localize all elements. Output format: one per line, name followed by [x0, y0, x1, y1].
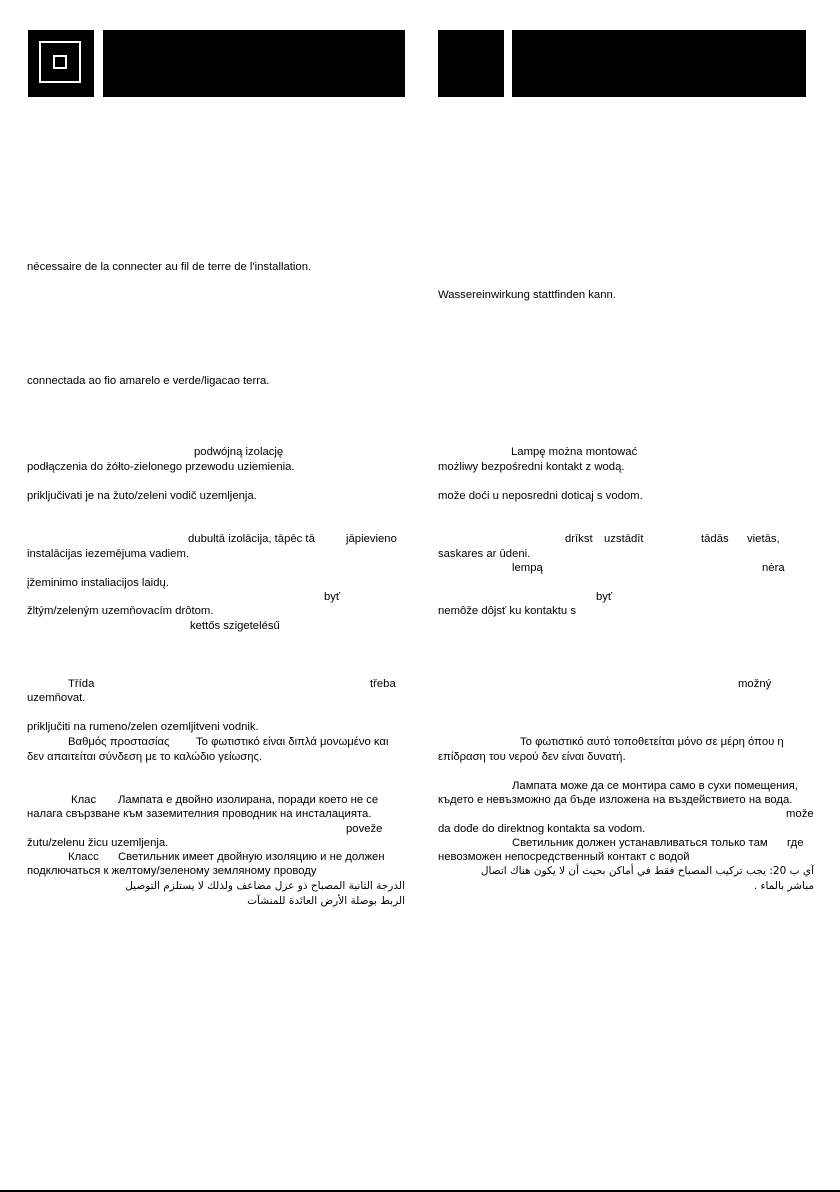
- right-header-bar: [512, 30, 806, 97]
- text-cs-r1: možný: [738, 678, 772, 690]
- text-ar-r2: مباشر بالماء .: [753, 880, 814, 892]
- text-de-1: Wassereinwirkung stattfinden kann.: [438, 289, 616, 301]
- text-lt-r1b: nėra: [762, 562, 785, 574]
- text-sk-1: byť: [324, 591, 341, 603]
- text-el-r1: Το φωτιστικό αυτό τοποθετείται μόνο σε μέρη όπου η: [520, 736, 784, 748]
- text-cs-1b: třeba: [370, 678, 396, 690]
- text-bg-r1: Лампата може да се монтира само в сухи помещения,: [512, 780, 798, 792]
- text-ru-1b: Светильник имеет двойную изоляцию и не должен: [118, 851, 385, 863]
- text-lv-2: instalācijas iezemējuma vadiem.: [27, 548, 189, 560]
- text-ru-r1a: Светильник должен устанавливаться только там: [512, 837, 768, 849]
- text-lv-r1d: vietās,: [747, 533, 780, 545]
- left-header-bar: [103, 30, 405, 97]
- double-square-icon: [39, 41, 81, 83]
- text-sk-r2: nemôže dôjsť ku kontaktu s: [438, 605, 576, 617]
- text-pl-r1: Lampę można montować: [511, 446, 638, 458]
- text-lt-r1a: lempą: [512, 562, 543, 574]
- class-ii-symbol-box: [28, 30, 94, 97]
- text-hu-1: kettős szigetelésű: [190, 620, 280, 632]
- text-hr-1: priključivati je na žuto/zeleni vodič uzemljenja.: [27, 490, 257, 502]
- text-lv-r1c: tādās: [701, 533, 729, 545]
- text-lv-1a: dubultā izolācija, tāpēc tā: [188, 533, 315, 545]
- text-sr-1: poveže: [346, 823, 383, 835]
- text-bg-r2: където е невъзможно да бъде изложена на въздействието на вода.: [438, 794, 793, 806]
- text-cs-2: uzemňovat.: [27, 692, 86, 704]
- text-bg-1a: Клас: [71, 794, 97, 806]
- text-sr-r1: može: [786, 808, 814, 820]
- right-symbol-box: [438, 30, 504, 97]
- text-el-2: δεν απαιτείται σύνδεση με το καλώδιο γείωσης.: [27, 751, 263, 763]
- text-pt-1: connectada ao fio amarelo e verde/ligacao terra.: [27, 375, 270, 387]
- text-pl-r2: możliwy bezpośredni kontakt z wodą.: [438, 461, 625, 473]
- text-hr-r1: može doći u neposredni doticaj s vodom.: [438, 490, 643, 502]
- text-ru-2: подключаться к желтому/зеленому земляному проводу: [27, 865, 317, 877]
- text-pl-2: podłączenia do żółto-zielonego przewodu uziemienia.: [27, 461, 295, 473]
- text-ar-1: الدرجة الثانية المصباح ذو عزل مضاعف ولذلك لا يستلزم التوصيل: [125, 880, 405, 892]
- text-sr-2: žutu/zelenu žicu uzemljenja.: [27, 837, 169, 849]
- text-sl-1: priključiti na rumeno/zelen ozemljitveni vodnik.: [27, 721, 259, 733]
- text-lv-r1b: uzstādīt: [604, 533, 644, 545]
- text-lt-1: įžeminimo instaliacijos laidų.: [27, 577, 169, 589]
- text-cs-1a: Třída: [68, 678, 95, 690]
- text-ar-r1: آي ب 20: يجب تركيب المصباح فقط في أماكن بحيث أن لا يكون هناك اتصال: [480, 865, 814, 877]
- text-sk-r1: byť: [596, 591, 613, 603]
- text-lv-1b: jāpievieno: [346, 533, 397, 545]
- text-ar-2: الربط بوصلة الأرض العائدة للمنشآت: [247, 895, 405, 907]
- text-ru-1a: Класс: [68, 851, 99, 863]
- text-el-1b: Το φωτιστικό είναι διπλά μονωμένο και: [196, 736, 389, 748]
- text-pl-1: podwójną izolację: [194, 446, 284, 458]
- text-sr-r2: da dođe do direktnog kontakta sa vodom.: [438, 823, 646, 835]
- text-fr-1: nécessaire de la connecter au fil de terre de l'installation.: [27, 261, 312, 273]
- text-bg-1b: Лампата е двойно изолирана, поради което не се: [118, 794, 379, 806]
- text-sk-2: žltým/zeleným uzemňovacím drôtom.: [27, 605, 214, 617]
- text-el-1a: Βαθμός προστασίας: [68, 736, 170, 748]
- text-lv-r1a: drīkst: [565, 533, 593, 545]
- text-lv-r2: saskares ar ūdeni.: [438, 548, 531, 560]
- text-el-r2: επίδραση του νερού δεν είναι δυνατή.: [438, 751, 626, 763]
- text-ru-r2: невозможен непосредственный контакт с водой: [438, 851, 690, 863]
- text-bg-2: налага свързване към заземителния проводник на инсталацията.: [27, 808, 372, 820]
- text-ru-r1b: где: [787, 837, 804, 849]
